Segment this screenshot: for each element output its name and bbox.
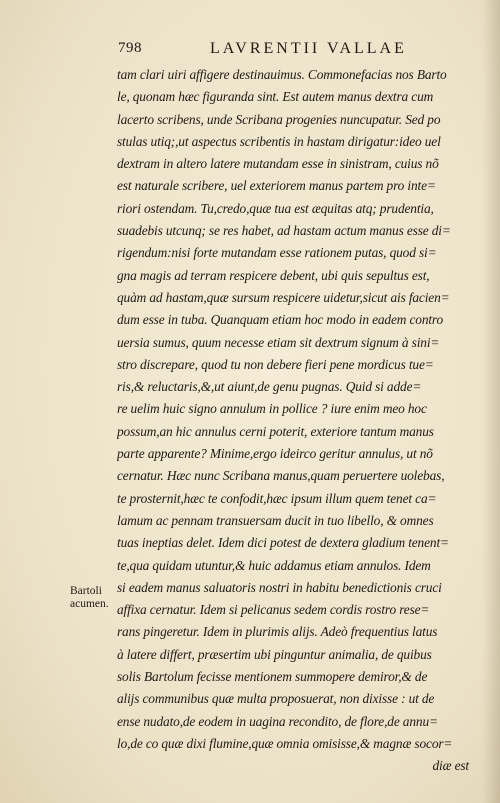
body-text bbox=[117, 64, 477, 778]
text-line: lo,de co quæ dixi flumine,quæ omnia omisisse,& magnæ socor= bbox=[117, 735, 453, 751]
text-line: ense nudato,de eodem in uagina recondito, de flore,de annu= bbox=[117, 713, 438, 729]
text-line: cernatur. Hæc nunc Scribana manus,quam peruertere uolebas, bbox=[117, 468, 445, 484]
text-line: alijs communibus quæ multa proposuerat, non dixisse : ut de bbox=[117, 691, 435, 707]
text-line: dextram in altero latere mutandam esse in sinistram, cuius nõ bbox=[117, 156, 439, 172]
text-line: si eadem manus saluatoris nostri in habitu benedictionis cruci bbox=[117, 579, 442, 595]
text-line: le, quonam hæc figuranda sint. Est autem manus dextra cum bbox=[117, 89, 434, 105]
page-edge-shadow bbox=[482, 0, 500, 803]
text-line: possum,an hic annulus cerni poterit, exteriore tantum manus bbox=[117, 423, 434, 439]
text-line: diæ est bbox=[432, 758, 469, 774]
text-line: rigendum:nisi forte mutandam esse rationem putas, quod si= bbox=[117, 245, 437, 261]
text-line: riori ostendam. Tu,credo,quæ tua est æquitas atq; prudentia, bbox=[117, 200, 434, 216]
text-line: parte apparente? Minime,ergo ideirco geritur annulus, ut nõ bbox=[117, 446, 433, 462]
text-line: ris,& reluctaris,&,ut aiunt,de genu pugnas. Quid si adde= bbox=[117, 379, 422, 395]
text-line: lacerto scribens, unde Scribana progenies nuncupatur. Sed po bbox=[117, 111, 441, 127]
marginal-note-line: acumen. bbox=[70, 598, 109, 610]
text-line: te prosternit,hæc te confodit,hæc ipsum illum quem tenet ca= bbox=[117, 490, 437, 506]
text-line: stulas utiq;,ut aspectus scribentis in hastam dirigatur:ideo uel bbox=[117, 133, 441, 149]
text-line: est naturale scribere, uel exteriorem manus partem pro inte= bbox=[117, 178, 436, 194]
text-line: lamum ac pennam transuersam ducit in tuo libello, & omnes bbox=[117, 512, 434, 528]
running-title: LAVRENTII VALLAE bbox=[210, 40, 407, 57]
page-number: 798 bbox=[118, 40, 142, 56]
text-line: uersia sumus, quum necesse etiam sit dextrum signum à sini= bbox=[117, 334, 440, 350]
text-line: tuas ineptias delet. Idem dici potest de dextera gladium tenent= bbox=[117, 535, 449, 551]
text-line: dum esse in tuba. Quanquam etiam hoc modo in eadem contro bbox=[117, 312, 444, 328]
text-line: gna magis ad terram respicere debent, ubi quis sepultus est, bbox=[117, 267, 430, 283]
marginal-note-line: Bartoli bbox=[70, 585, 102, 597]
text-line: stro discrepare, quod tu non debere fieri pene mordicus tue= bbox=[117, 356, 434, 372]
marginal-note bbox=[70, 585, 118, 611]
text-line: rans pingeretur. Idem in plurimis alijs. Adeò frequentius latus bbox=[117, 624, 438, 640]
text-line: suadebis utcunq; se res habet, ad hastam actum manus esse di= bbox=[117, 223, 451, 239]
text-line: tam clari uiri affigere destinauimus. Commonefacias nos Barto bbox=[117, 67, 447, 82]
text-line: affixa cernatur. Idem si pelicanus sedem cordis rostro rese= bbox=[117, 602, 430, 618]
text-line: quàm ad hastam,quæ sursum respicere uidetur,sicut ais facien= bbox=[117, 289, 450, 305]
text-line: te,qua quidam utuntur,& huic addamus etiam annulos. Idem bbox=[117, 557, 431, 573]
text-line: à latere differt, præsertim ubi pinguntur animalia, de quibus bbox=[117, 646, 432, 662]
page-header bbox=[118, 40, 478, 62]
text-line: re uelim huic signo annulum in pollice ? iure enim meo hoc bbox=[117, 401, 427, 417]
text-line: solis Bartolum fecisse mentionem summopere demiror,& de bbox=[117, 669, 428, 685]
